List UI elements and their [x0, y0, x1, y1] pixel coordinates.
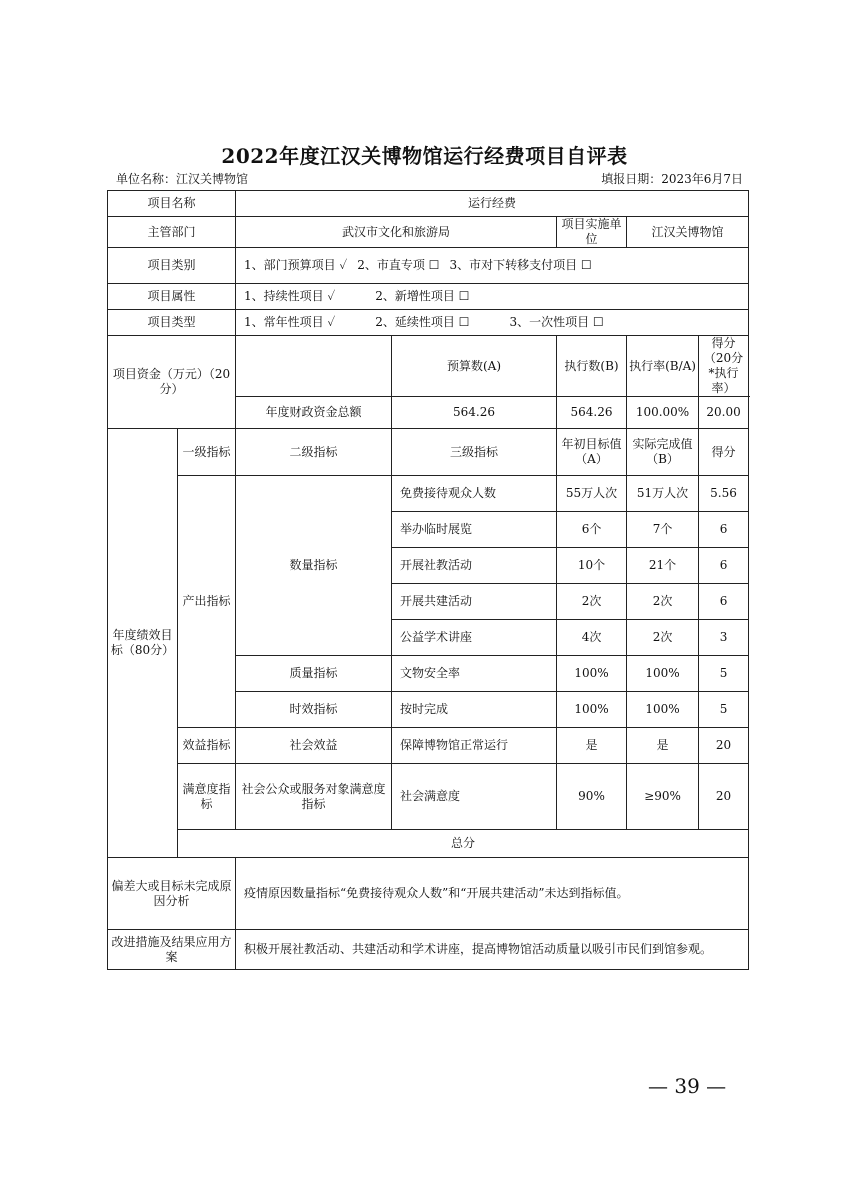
table-row — [108, 476, 749, 512]
row-funding-header — [108, 336, 749, 397]
funding-exec: 564.26 — [557, 397, 627, 429]
perf-h-level3: 三级指标 — [392, 429, 557, 476]
metric-target: 4次 — [557, 620, 627, 656]
output-label: 产出指标 — [178, 476, 236, 728]
attribute-option-2: 2、新增性项目 ☐ — [375, 289, 470, 303]
category-option-1: 1、部门预算项目 ✓ — [244, 258, 348, 272]
category-options — [236, 248, 749, 284]
funding-col-score: 得分（20分*执行率） — [699, 336, 749, 397]
quantity-label: 数量指标 — [236, 476, 392, 656]
row-project-name — [108, 191, 749, 217]
metric-actual: ≥90% — [627, 764, 699, 830]
type-option-1: 1、常年性项目 ✓ — [244, 315, 336, 329]
metric-target: 90% — [557, 764, 627, 830]
metric-target: 100% — [557, 656, 627, 692]
page-title: 2022年度江汉关博物馆运行经费项目自评表 — [221, 144, 628, 168]
metric-actual: 100% — [627, 656, 699, 692]
perf-h-score: 得分 — [699, 429, 749, 476]
metric-score: 6 — [699, 548, 749, 584]
funding-empty-cell — [236, 336, 392, 397]
metric-score: 6 — [699, 512, 749, 548]
type-option-3: 3、一次性项目 ☐ — [509, 315, 604, 329]
metric-target: 100% — [557, 692, 627, 728]
metric-name: 社会满意度 — [392, 764, 557, 830]
funding-label: 项目资金（万元）（20分） — [108, 336, 236, 429]
deviation-label: 偏差大或目标未完成原因分析 — [108, 858, 236, 930]
metric-actual: 51万人次 — [627, 476, 699, 512]
metric-score: 20 — [699, 764, 749, 830]
table-row — [108, 728, 749, 764]
row-attribute — [108, 284, 749, 310]
metric-name: 按时完成 — [392, 692, 557, 728]
page-number: — 39 — — [648, 1074, 727, 1098]
metric-name: 开展共建活动 — [392, 584, 557, 620]
funding-col-rate: 执行率(B/A) — [627, 336, 699, 397]
funding-row-label: 年度财政资金总额 — [236, 397, 392, 429]
category-option-2: 2、市直专项 ☐ — [357, 258, 440, 272]
attribute-options — [236, 284, 749, 310]
funding-budget: 564.26 — [392, 397, 557, 429]
funding-score: 20.00 — [699, 397, 749, 429]
metric-score: 6 — [699, 584, 749, 620]
metric-score: 3 — [699, 620, 749, 656]
timeliness-label: 时效指标 — [236, 692, 392, 728]
improve-text: 积极开展社教活动、共建活动和学术讲座，提高博物馆活动质量以吸引市民们到馆参观。 — [236, 930, 749, 970]
attribute-label: 项目属性 — [108, 284, 236, 310]
metric-score: 20 — [699, 728, 749, 764]
satisfaction-level2: 社会公众或服务对象满意度指标 — [236, 764, 392, 830]
satisfaction-label: 满意度指标 — [178, 764, 236, 830]
unit-name: 单位名称：江汉关博物馆 — [116, 172, 249, 186]
metric-target: 2次 — [557, 584, 627, 620]
perf-h-actual: 实际完成值（B） — [627, 429, 699, 476]
row-perf-header — [108, 429, 749, 476]
category-option-3: 3、市对下转移支付项目 ☐ — [449, 258, 592, 272]
metric-actual: 2次 — [627, 620, 699, 656]
row-deviation — [108, 858, 749, 930]
metric-actual: 2次 — [627, 584, 699, 620]
metric-name: 公益学术讲座 — [392, 620, 557, 656]
metric-target: 55万人次 — [557, 476, 627, 512]
impl-unit-value: 江汉关博物馆 — [627, 217, 749, 248]
metric-actual: 21个 — [627, 548, 699, 584]
impl-unit-label: 项目实施单位 — [557, 217, 627, 248]
dept-value: 武汉市文化和旅游局 — [236, 217, 557, 248]
metric-target: 10个 — [557, 548, 627, 584]
funding-rate: 100.00% — [627, 397, 699, 429]
benefit-label: 效益指标 — [178, 728, 236, 764]
social-benefit-label: 社会效益 — [236, 728, 392, 764]
metric-name: 开展社教活动 — [392, 548, 557, 584]
metric-name: 免费接待观众人数 — [392, 476, 557, 512]
dept-label: 主管部门 — [108, 217, 236, 248]
perf-h-target: 年初目标值（A） — [557, 429, 627, 476]
fill-date: 填报日期：2023年6月7日 — [601, 172, 743, 186]
project-name-label: 项目名称 — [108, 191, 236, 217]
type-option-2: 2、延续性项目 ☐ — [375, 315, 470, 329]
improve-label: 改进措施及结果应用方案 — [108, 930, 236, 970]
metric-target: 是 — [557, 728, 627, 764]
metric-score: 5 — [699, 656, 749, 692]
row-improvement — [108, 930, 749, 970]
project-name-value: 运行经费 — [236, 191, 749, 217]
evaluation-table — [107, 190, 749, 970]
metric-name: 文物安全率 — [392, 656, 557, 692]
table-row — [108, 764, 749, 830]
metric-actual: 100% — [627, 692, 699, 728]
quality-label: 质量指标 — [236, 656, 392, 692]
perf-h-level1: 一级指标 — [178, 429, 236, 476]
type-options — [236, 310, 749, 336]
funding-col-budget: 预算数(A) — [392, 336, 557, 397]
metric-score: 5.56 — [699, 476, 749, 512]
perf-label: 年度绩效目标（80分） — [108, 429, 178, 858]
row-department — [108, 217, 749, 248]
perf-h-level2: 二级指标 — [236, 429, 392, 476]
row-total — [108, 830, 749, 858]
row-type — [108, 310, 749, 336]
attribute-option-1: 1、持续性项目 ✓ — [244, 289, 336, 303]
metric-name: 举办临时展览 — [392, 512, 557, 548]
total-label: 总分 — [178, 830, 749, 858]
metric-actual: 是 — [627, 728, 699, 764]
funding-col-exec: 执行数(B) — [557, 336, 627, 397]
row-category — [108, 248, 749, 284]
metric-actual: 7个 — [627, 512, 699, 548]
metric-score: 5 — [699, 692, 749, 728]
metric-name: 保障博物馆正常运行 — [392, 728, 557, 764]
category-label: 项目类别 — [108, 248, 236, 284]
type-label: 项目类型 — [108, 310, 236, 336]
deviation-text: 疫情原因数量指标“免费接待观众人数”和“开展共建活动”未达到指标值。 — [236, 858, 749, 930]
metric-target: 6个 — [557, 512, 627, 548]
